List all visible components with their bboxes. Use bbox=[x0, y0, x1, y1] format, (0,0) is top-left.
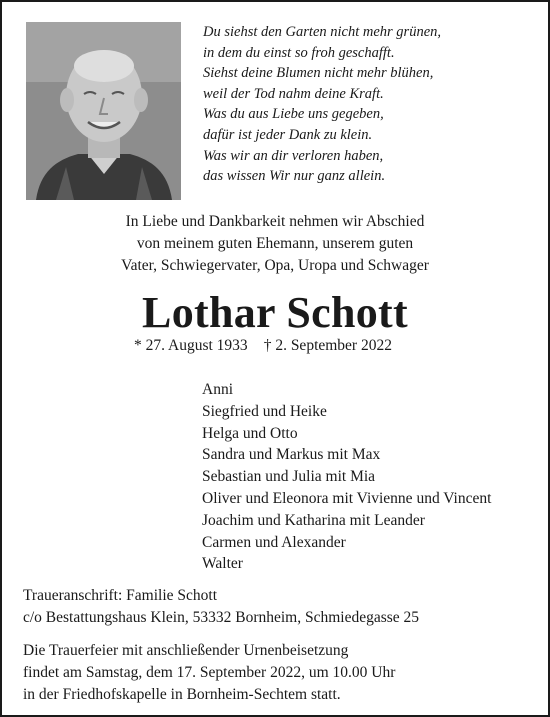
poem-line: das wissen Wir nur ganz allein. bbox=[203, 168, 386, 185]
mourner-entry: Joachim und Katharina mit Leander bbox=[202, 511, 425, 529]
farewell-intro bbox=[2, 211, 548, 277]
poem-line: Was du aus Liebe uns gegeben, bbox=[203, 106, 384, 123]
mourner-entry: Siegfried und Heike bbox=[202, 402, 327, 420]
mourner-entry: Walter bbox=[202, 555, 243, 573]
mourner-entry: Carmen und Alexander bbox=[202, 533, 346, 551]
mourner-entry: Anni bbox=[202, 381, 233, 398]
mourner-entry: Sandra und Markus mit Max bbox=[202, 446, 381, 464]
address-line: c/o Bestattungshaus Klein, 53332 Bornheim, Schmiedegasse 25 bbox=[23, 609, 420, 626]
intro-line: von meinem guten Ehemann, unserem guten bbox=[136, 235, 414, 252]
deceased-name: Lothar Schott bbox=[142, 288, 408, 337]
mourner-entry: Oliver und Eleonora mit Vivienne und Vincent bbox=[202, 489, 492, 507]
mourner-entry: Sebastian und Julia mit Mia bbox=[202, 468, 376, 486]
mourners-list bbox=[202, 379, 491, 575]
poem-line: weil der Tod nahm deine Kraft. bbox=[203, 85, 384, 102]
condolence-address bbox=[23, 585, 419, 629]
intro-line: Vater, Schwiegervater, Opa, Uropa und Schwager bbox=[121, 257, 429, 274]
memorial-poem bbox=[203, 22, 441, 187]
poem-line: Siehst deine Blumen nicht mehr blühen, bbox=[203, 65, 434, 82]
poem-line: in dem du einst so froh geschafft. bbox=[203, 44, 395, 61]
address-line: Traueranschrift: Familie Schott bbox=[23, 587, 218, 604]
portrait-image bbox=[26, 22, 181, 200]
death-date: † 2. September 2022 bbox=[263, 337, 392, 354]
birth-date: * 27. August 1933 bbox=[134, 337, 248, 354]
poem-line: Was wir an dir verloren haben, bbox=[203, 147, 384, 164]
funeral-service-info bbox=[23, 640, 395, 706]
service-line: Die Trauerfeier mit anschließender Urnenbeisetzung bbox=[23, 642, 349, 659]
life-dates bbox=[134, 335, 392, 357]
service-line: in der Friedhofskapelle in Bornheim-Sechtem statt. bbox=[23, 686, 341, 703]
mourner-entry: Helga und Otto bbox=[202, 424, 298, 442]
service-line: findet am Samstag, dem 17. September 2022, um 10.00 Uhr bbox=[23, 664, 396, 681]
poem-line: dafür ist jeder Dank zu klein. bbox=[203, 126, 373, 143]
intro-line: In Liebe und Dankbarkeit nehmen wir Abschied bbox=[125, 213, 425, 230]
portrait-photo bbox=[26, 22, 181, 200]
poem-line: Du siehst den Garten nicht mehr grünen, bbox=[203, 24, 442, 40]
